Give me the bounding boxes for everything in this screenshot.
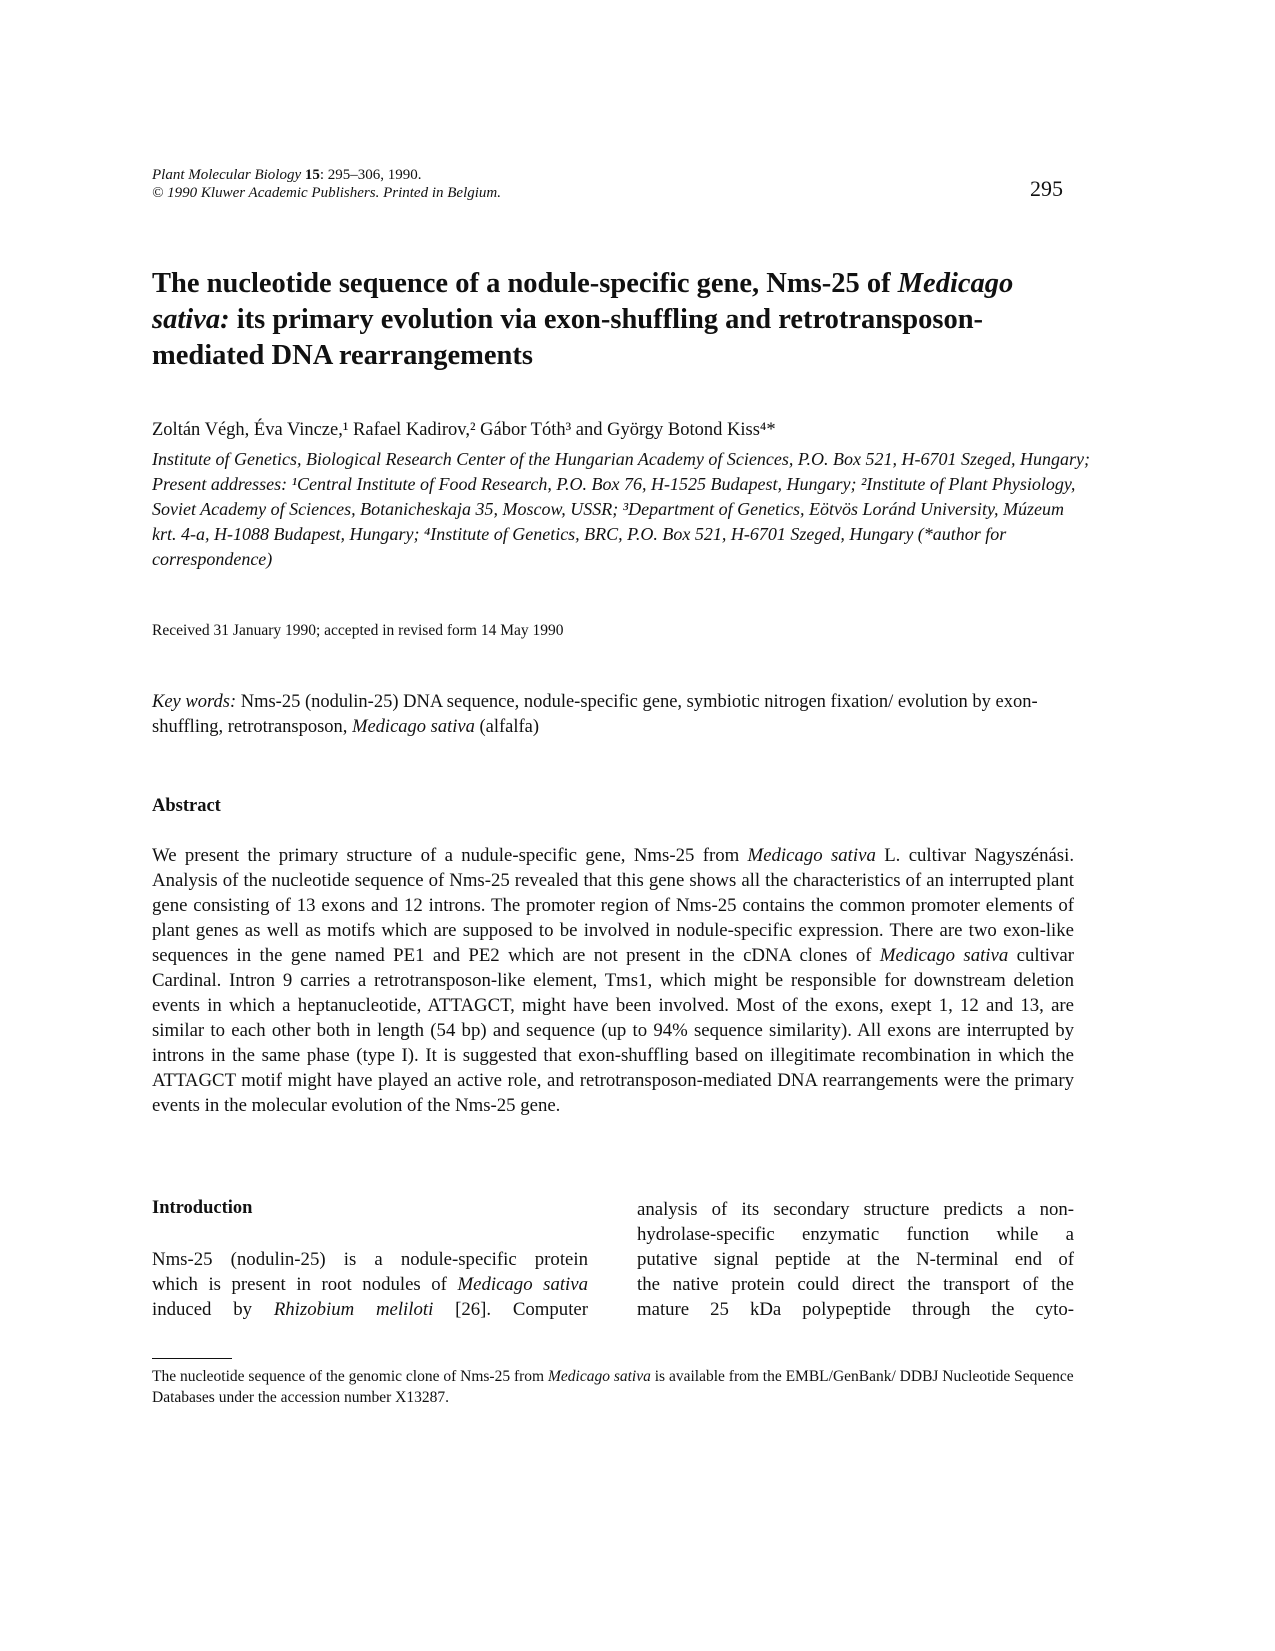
introduction-right-column [637,1197,1074,1322]
abstract-heading: Abstract [152,796,221,816]
intro-right-line-5: mature 25 kDa polypeptide through the cyto- [637,1299,1074,1320]
intro-right-line-3: putative signal peptide at the N-terminal end of [637,1249,1074,1270]
intro-left-line-2-text: which is present in root nodules of [152,1274,458,1295]
intro-left-line-2 [152,1272,588,1297]
affiliations: Institute of Genetics, Biological Research Center of the Hungarian Academy of Sciences, P.O. Box 521, H-6701 Szeged, Hungary; Present addresses: ¹Central Institute of Food Research, P.O. Box 76, H-1525 Budapest, Hungary; ²Institute of Plant Physiology, Soviet Academy of Sciences, Botanicheskaja 35, Moscow, USSR; ³Department of Genetics, Eötvös Loránd University, Múzeum krt. 4-a, H-1088 Budapest, Hungary; ⁴Institute of Genetics, BRC, P.O. Box 521, H-6701 Szeged, Hungary (*author for correspondence) [152,449,1090,569]
author-list: Zoltán Végh, Éva Vincze,¹ Rafael Kadirov,² Gábor Tóth³ and György Botond Kiss⁴* [152,420,776,440]
intro-left-line-2-species: Medicago sativa [457,1274,588,1295]
abstract-species-1: Medicago sativa [747,845,876,866]
footnote-rule [152,1358,232,1359]
intro-left-line-3 [152,1297,588,1322]
abstract-species-2: Medicago sativa [879,945,1009,966]
article-title [152,266,1092,374]
title-part-2: its primary evolution via exon-shuffling and retrotransposon-mediated DNA rearrangements [152,304,984,371]
journal-line [152,166,501,184]
journal-pages-year: : 295–306, 1990. [319,167,422,183]
keywords-text-a: Nms-25 (nodulin-25) DNA sequence, nodule-specific gene, symbiotic nitrogen fixation/ evolution by exon-shuffling, retrotransposon, [152,692,1038,737]
footnote [152,1366,1074,1408]
intro-left-line-3-text-b: [26]. Computer [433,1299,589,1320]
intro-right-line-2: hydrolase-specific enzymatic function while a [637,1224,1074,1245]
introduction-left-column [152,1247,588,1322]
abstract-text-3: cultivar Cardinal. Intron 9 carries a retrotransposon-like element, Tms1, which might be responsible for downstream deletion events in which a heptanucleotide, ATTAGCT, might have been involved. Most of the exons, exept 1, 12 and 13, are similar to each other both in length (54 bp) and sequence (up to 94% sequence similarity). All exons are interrupted by introns in the same phase (type I). It is suggested that exon-shuffling based on illegitimate recombination in which the ATTAGCT motif might have played an active role, and retrotransposon-mediated DNA rearrangements were the primary events in the molecular evolution of the Nms-25 gene. [152,945,1075,1116]
intro-left-line-1: Nms-25 (nodulin-25) is a nodule-specific protein [152,1249,588,1270]
page-number: 295 [1030,176,1063,201]
journal-citation [152,166,501,202]
received-date: Received 31 January 1990; accepted in revised form 14 May 1990 [152,622,564,639]
intro-right-line-4: the native protein could direct the transport of the [637,1274,1074,1295]
keywords-label: Key words: [152,692,237,712]
footnote-species: Medicago sativa [547,1368,651,1385]
intro-left-line-3-species: Rhizobium meliloti [273,1299,434,1320]
abstract-text-2: L. cultivar Nagyszénási. Analysis of the nucleotide sequence of Nms-25 revealed that this gene shows all the characteristics of an interrupted plant gene consisting of 13 exons and 12 introns. The promoter region of Nms-25 contains the common promoter elements of plant genes as well as motifs which are supposed to be involved in nodule-specific expression. There are two exon-like sequences in the gene named PE1 and PE2 which are not present in the cDNA clones of [152,845,1075,966]
keywords-text-b: (alfalfa) [474,717,540,737]
introduction-heading: Introduction [152,1198,253,1218]
abstract-text-1: We present the primary structure of a nudule-specific gene, Nms-25 from [152,845,748,866]
intro-right-line-1: analysis of its secondary structure predicts a non- [637,1199,1074,1220]
footnote-text-a: The nucleotide sequence of the genomic clone of Nms-25 from [152,1368,548,1385]
keywords-species: Medicago sativa [352,717,475,737]
keywords [152,690,1082,740]
footnote-text-b: is available from the EMBL/GenBank/ DDBJ Nucleotide Sequence Databases under the accession number X13287. [152,1368,1074,1406]
journal-volume: 15 [304,167,320,183]
abstract-body [152,843,1074,1118]
copyright-line: © 1990 Kluwer Academic Publishers. Printed in Belgium. [152,185,501,201]
journal-name: Plant Molecular Biology [152,167,302,183]
title-part-1: The nucleotide sequence of a nodule-specific gene, Nms-25 of [152,268,898,299]
title-species: Medicago sativa: [152,268,1014,335]
intro-left-line-3-text-a: induced by [152,1299,274,1320]
